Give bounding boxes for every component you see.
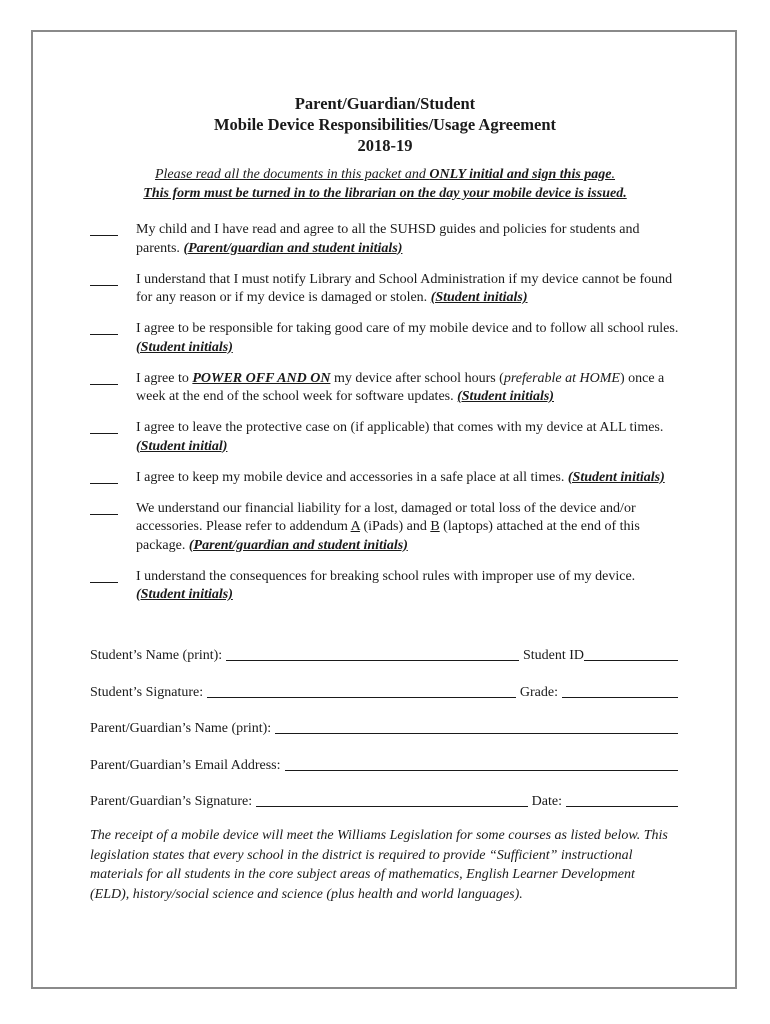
item-tag: (Parent/guardian and student initials) [183, 240, 403, 256]
agreement-text [136, 419, 680, 456]
parent-name-row [90, 718, 678, 737]
initials-blank[interactable] [90, 221, 118, 236]
initials-blank[interactable] [90, 500, 118, 515]
item-text: I agree to keep my mobile device and accessories in a safe place at all times. [136, 469, 568, 485]
title-line-2: Mobile Device Responsibilities/Usage Agreement [213, 115, 557, 134]
title-line-3: 2018-19 [357, 136, 413, 155]
agreement-text [136, 271, 680, 308]
parent-email-row [90, 755, 678, 774]
agreement-text [136, 370, 680, 407]
addendum-b: B [430, 519, 440, 534]
initials-blank[interactable] [90, 568, 118, 583]
agreement-item [90, 370, 680, 407]
page-title [0, 93, 770, 156]
agreement-text [136, 500, 680, 556]
agreement-item [90, 320, 680, 357]
agreement-text [136, 568, 680, 605]
instructions-line-1 [0, 165, 770, 184]
item-italic: preferable at HOME [503, 370, 620, 386]
signature-fields [90, 645, 678, 828]
student-id-label: Student ID [522, 648, 584, 663]
student-id-line[interactable] [584, 659, 678, 661]
item-text: I understand that I must notify Library and School Administration if my device cannot be found for any reason or if my device is damaged or stolen. [136, 271, 673, 305]
student-signature-line[interactable] [207, 696, 516, 698]
initials-blank[interactable] [90, 469, 118, 484]
student-signature-label: Student’s Signature: [90, 684, 204, 700]
instructions-text: Please read all the documents in this packet and [154, 167, 430, 182]
agreement-item [90, 500, 680, 556]
parent-name-label: Parent/Guardian’s Name (print): [90, 721, 272, 736]
agreement-item [90, 469, 680, 488]
parent-email-label: Parent/Guardian’s Email Address: [90, 757, 281, 773]
agreement-item [90, 221, 680, 258]
initials-blank[interactable] [90, 419, 118, 434]
item-text: I agree to leave the protective case on (if applicable) that comes with my device at ALL times. [136, 420, 664, 435]
item-text: I agree to [136, 370, 193, 386]
title-line-1: Parent/Guardian/Student [294, 94, 476, 113]
initials-blank[interactable] [90, 271, 118, 286]
student-signature-row [90, 682, 678, 701]
initials-blank[interactable] [90, 320, 118, 335]
agreement-list [90, 221, 680, 617]
williams-legislation-note: The receipt of a mobile device will meet the Williams Legislation for some courses as listed below. This legislation states that every school in the district is required to provide “Sufficient” instructional materials for all students in the core subject areas of mathematics, English Learner Development (ELD), history/social science and science (plus health and world languages). [90, 828, 668, 902]
item-text: my device after school hours ( [330, 370, 504, 386]
agreement-item [90, 568, 680, 605]
instructions-emphasis: ONLY initial and sign this page [429, 167, 612, 182]
item-emphasis: POWER OFF AND ON [192, 370, 331, 386]
date-line[interactable] [566, 805, 678, 807]
agreement-text [136, 221, 680, 258]
item-tag: (Student initials) [567, 469, 665, 485]
item-text: I understand the consequences for breaking school rules with improper use of my device. [136, 568, 636, 584]
parent-email-line[interactable] [285, 769, 678, 771]
student-name-label: Student’s Name (print): [90, 648, 223, 663]
student-name-row [90, 645, 678, 664]
agreement-text [136, 469, 680, 488]
instructions [0, 165, 770, 203]
parent-name-line[interactable] [275, 732, 678, 734]
date-label: Date: [531, 794, 562, 809]
parent-signature-row [90, 791, 678, 810]
student-name-line[interactable] [226, 659, 519, 661]
item-tag: (Student initials) [430, 290, 528, 305]
agreement-text [136, 320, 680, 357]
item-text: We understand our financial liability for a lost, damaged or total loss of the device and/or accessories. Please refer to addendum [136, 500, 636, 534]
grade-line[interactable] [562, 696, 678, 698]
item-tag: (Student initials) [136, 339, 233, 355]
instructions-line-2: This form must be turned in to the librarian on the day your mobile device is issued. [143, 186, 627, 201]
instructions-period: . [611, 167, 616, 182]
item-text: I agree to be responsible for taking good care of my mobile device and to follow all school rules. [136, 321, 679, 336]
item-text: My child and I have read and agree to all the SUHSD guides and policies for students and parents. [136, 222, 640, 256]
item-tag: (Student initial) [136, 438, 228, 454]
agreement-item [90, 271, 680, 308]
item-tag: (Student initials) [457, 389, 554, 404]
item-text: (iPads) and [359, 519, 431, 534]
item-text: (laptops) attached at the end of this package. [136, 519, 640, 553]
item-tag: (Student initials) [136, 587, 233, 602]
addendum-a: A [350, 519, 360, 534]
agreement-item [90, 419, 680, 456]
initials-blank[interactable] [90, 370, 118, 385]
parent-signature-line[interactable] [256, 805, 528, 807]
item-text: ) once a week at the end of the school week for software updates. [136, 370, 665, 404]
parent-signature-label: Parent/Guardian’s Signature: [90, 794, 253, 809]
item-tag: (Parent/guardian and student initials) [188, 537, 408, 553]
grade-label: Grade: [519, 684, 558, 700]
